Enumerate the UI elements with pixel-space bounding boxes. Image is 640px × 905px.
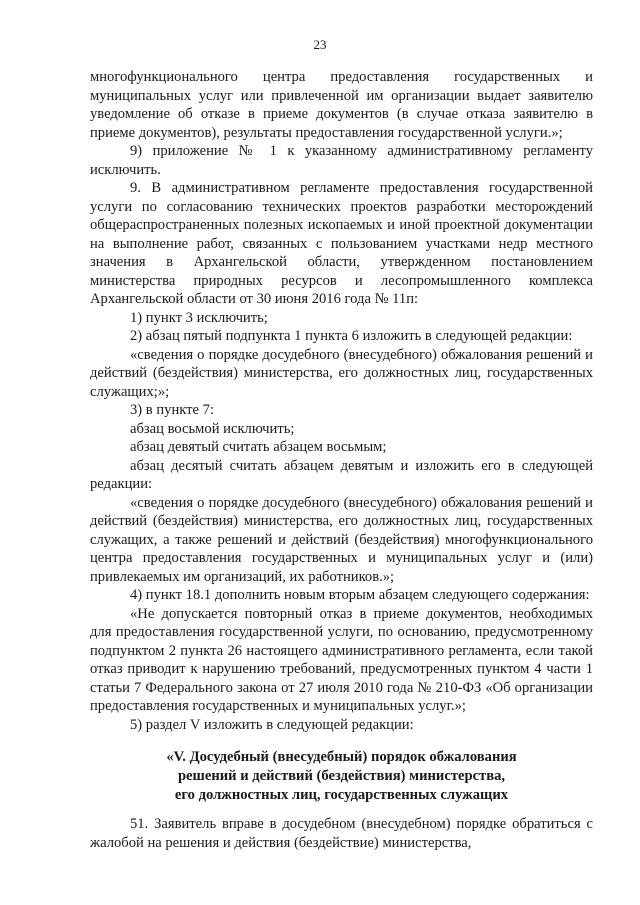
paragraph: «сведения о порядке досудебного (внесудебного) обжалования решений и действий (бездействия) министерства, его должностных лиц, государственных служащих;»;	[90, 346, 593, 400]
section-heading	[90, 748, 593, 805]
paragraph: 5) раздел V изложить в следующей редакции:	[130, 716, 414, 733]
paragraph: абзац девятый считать абзацем восьмым;	[130, 439, 387, 455]
paragraph: 9) приложение № 1 к указанному административному регламенту исключить.	[90, 143, 593, 178]
paragraph: 4) пункт 18.1 дополнить новым вторым абзацем следующего содержания:	[130, 587, 590, 603]
document-body	[90, 68, 593, 852]
paragraph: 2) абзац пятый подпункта 1 пункта 6 изложить в следующей редакции:	[130, 328, 573, 344]
section-heading-line: решений и действий (бездействия) министерства,	[177, 768, 506, 784]
paragraph: «Не допускается повторный отказ в приеме документов, необходимых для предоставления государственной услуги, по основанию, предусмотренному подпунктом 2 пункта 26 настоящего административного регламента, если такой отказ приводит к нарушению требований, предусмотренных пунктом 4 части 1 статьи 7 Федерального закона от 27 июля 2010 года № 210-ФЗ «Об организации предоставления государственных и муниципальных услуг.»;	[90, 605, 593, 714]
page-number: 23	[313, 37, 327, 52]
paragraph: 3) в пункте 7:	[130, 402, 215, 418]
section-heading-line: его должностных лиц, государственных служащих	[174, 787, 509, 803]
paragraph: 1) пункт 3 исключить;	[130, 309, 268, 326]
paragraph: «сведения о порядке досудебного (внесудебного) обжалования решений и действий (бездействия) министерства, его должностных лиц, государственных служащих, а также решений и действий (бездействия) многофункционального центра предоставления государственных и муниципальных услуг и (или) привлекаемых им организаций, их работников.»;	[90, 494, 593, 585]
paragraph: 51. Заявитель вправе в досудебном (внесудебном) порядке обратиться с жалобой на решения и действия (бездействие) министерства,	[90, 816, 593, 851]
paragraph: абзац десятый считать абзацем девятым и изложить его в следующей редакции:	[90, 457, 593, 492]
paragraph: 9. В административном регламенте предоставления государственной услуги по согласованию технических проектов разработки месторождений общераспространенных полезных ископаемых и иной проектной документации на выполнение работ, связанных с пользованием участками недр местного значения в Архангельской области, утвержденном постановлением министерства природных ресурсов и лесопромышленного комплекса Архангельской области от 30 июня 2016 года № 11п:	[90, 180, 593, 307]
paragraph: многофункционального центра предоставления государственных и муниципальных услуг или привлеченной им организации выдает заявителю уведомление об отказе в приеме документов (в случае отказа заявителю в приеме документов), результаты предоставления государственной услуги.»;	[90, 69, 593, 141]
section-heading-line: «V. Досудебный (внесудебный) порядок обжалования	[166, 749, 517, 765]
paragraph: абзац восьмой исключить;	[130, 420, 295, 437]
